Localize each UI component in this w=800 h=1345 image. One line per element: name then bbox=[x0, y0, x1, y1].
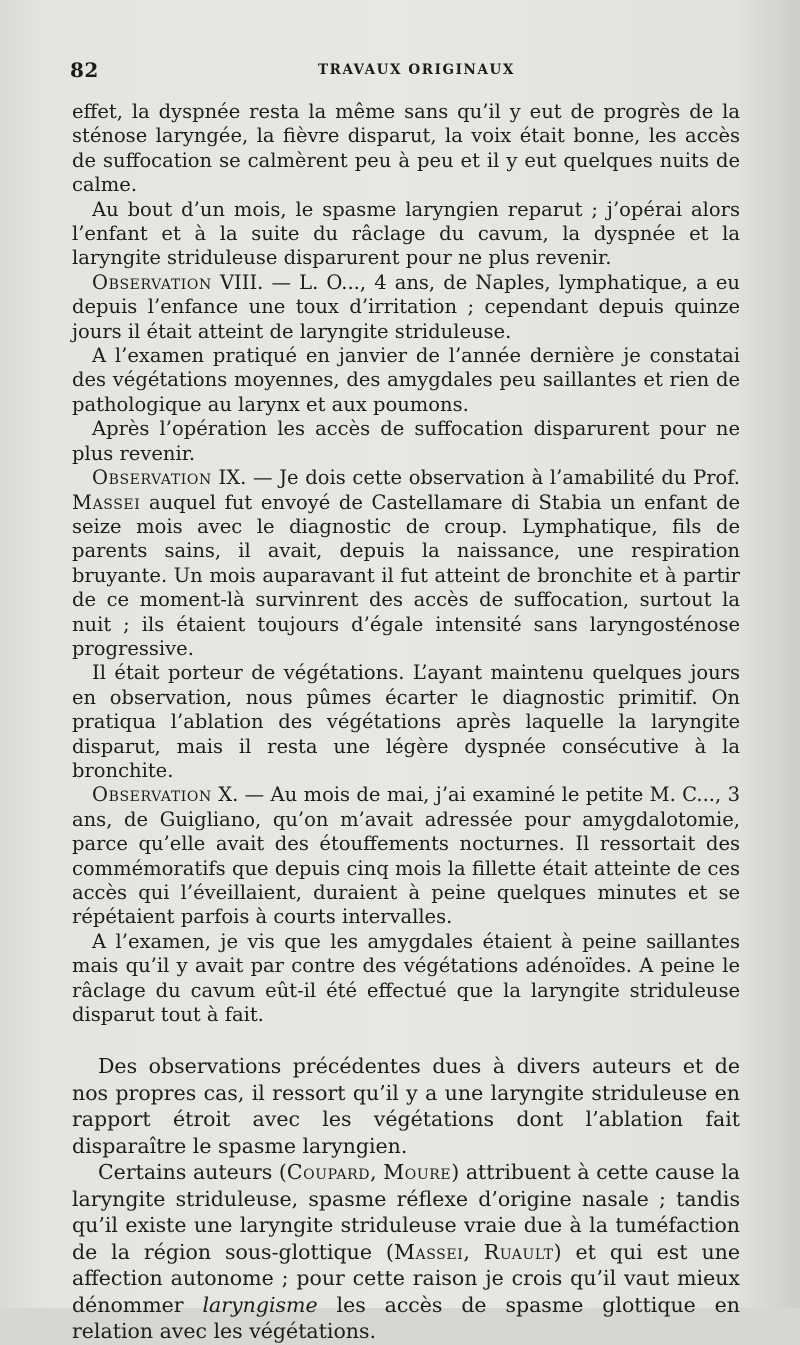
paragraph-vegetations: Il était porteur de végétations. L’ayant maintenu quelques jours en observation, nous pûmes écarter le diagnostic primitif. On pratiqua l’ablation des végétations après laquelle la laryngite disparut, mais il resta une légère dyspnée consécutive à la bronchite. bbox=[72, 661, 740, 782]
observation-label: Observation bbox=[92, 466, 212, 490]
author-name: Massei bbox=[72, 490, 141, 514]
paragraph-continuation: effet, la dyspnée resta la même sans qu’il y eut de progrès de la sténose laryngée, la fièvre disparut, la voix était bonne, les accès de suffocation se calmèrent peu à peu et il y eut quelques nuits de calme. bbox=[72, 100, 740, 197]
paragraph-examination-tonsils: A l’examen, je vis que les amygdales étaient à peine saillantes mais qu’il y avait par contre des végétations adénoïdes. A peine le râclage du cavum eût-il été effectué que la laryngite striduleuse disparut tout à fait. bbox=[72, 929, 740, 1027]
observation-8: Observation VIII. — L. O..., 4 ans, de Naples, lymphatique, a eu depuis l’enfance une toux d’irritation ; cependant depuis quinze jours il était atteint de laryngite striduleuse. bbox=[72, 270, 740, 343]
running-title: TRAVAUX ORIGINAUX bbox=[318, 62, 516, 78]
author-name: Coupard bbox=[286, 1160, 371, 1185]
body-text bbox=[72, 100, 740, 1345]
conclusion-section bbox=[72, 1053, 740, 1345]
paragraph-spasm-reappeared: Au bout d’un mois, le spasme laryngien reparut ; j’opérai alors l’enfant et à la suite du râclage du cavum, la dyspnée et la laryngite striduleuse disparurent pour ne plus revenir. bbox=[72, 197, 740, 270]
paragraph-examination-january: A l’examen pratiqué en janvier de l’année dernière je constatai des végétations moyennes, des amygdales peu saillantes et rien de pathologique au larynx et aux poumons. bbox=[72, 344, 740, 416]
author-name: Moure bbox=[383, 1160, 452, 1185]
observation-10: Observation X. — Au mois de mai, j’ai examiné le petite M. C..., 3 ans, de Guigliano, qu’on m’avait adressée pour amygdalotomie, parce qu’elle avait des étouffements nocturnes. Il ressortait des commémoratifs que depuis cinq mois la fillette était atteinte de ces accès qui l’éveillaient, duraient à peine quelques minutes et se répétaient parfois à courts intervalles. bbox=[72, 783, 740, 929]
paragraph-conclusion: Des observations précédentes dues à divers auteurs et de nos propres cas, il ressort qu’il y a une laryngite striduleuse en rapport étroit avec les végétations dont l’ablation fait disparaître le spasme laryngien. bbox=[72, 1054, 740, 1158]
page-number: 82 bbox=[70, 58, 99, 82]
author-name: Massei bbox=[393, 1239, 464, 1264]
observation-label: Observation bbox=[92, 270, 212, 294]
paragraph-after-operation: Après l’opération les accès de suffocation disparurent pour ne plus revenir. bbox=[72, 417, 740, 465]
italic-term: laryngisme bbox=[202, 1292, 318, 1317]
observation-9: Observation IX. — Je dois cette observation à l’amabilité du Prof. Massei auquel fut envoyé de Castellamare di Stabia un enfant de seize mois avec le diagnostic de croup. Lymphatique, fils de parents sains, il avait, depuis la naissance, une respiration bruyante. Un mois auparavant il fut atteint de bronchite et à partir de ce moment-là survinrent des accès de suffocation, surtout la nuit ; ils étaient toujours d’égale intensité sans laryngosténose progressive. bbox=[72, 466, 740, 660]
running-header bbox=[70, 58, 760, 88]
observation-label: Observation bbox=[92, 783, 212, 807]
paragraph-authors: Certains auteurs (Coupard, Moure) attribuent à cette cause la laryngite striduleuse, spasme réflexe d’origine nasale ; tandis qu’il existe une laryngite striduleuse vraie due à la tuméfaction de la région sous-glottique (Massei, Ruault) et qui est une affection autonome ; pour cette raison je crois qu’il vaut mieux dénommer laryngisme les accès de spasme glottique en relation avec les végétations. bbox=[72, 1160, 740, 1344]
author-name: Ruault bbox=[483, 1239, 554, 1264]
section-spacer bbox=[72, 1027, 740, 1053]
